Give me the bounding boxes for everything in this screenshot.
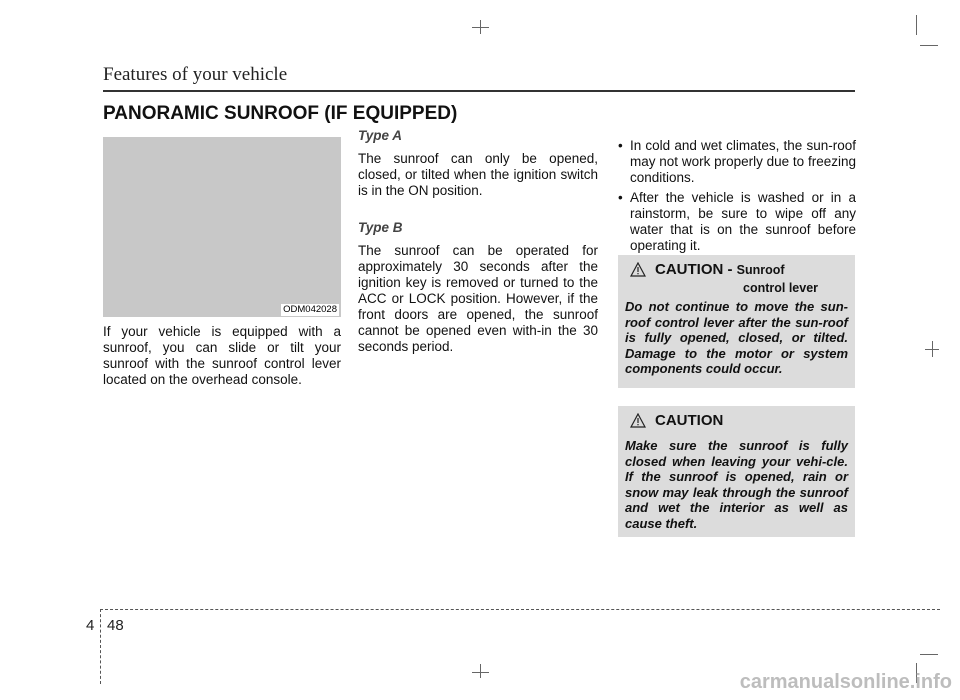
bullet-text: In cold and wet climates, the sun-roof may not work properly due to freezing conditions. — [630, 138, 856, 185]
sunroof-figure — [103, 137, 341, 317]
type-a-text: The sunroof can only be opened, closed, or tilted when the ignition switch is in the ON position. — [358, 151, 598, 198]
intro-paragraph: If your vehicle is equipped with a sunroof, you can slide or tilt your sunroof with the sunroof control lever located on the overhead console. — [103, 324, 341, 387]
figure-code: ODM042028 — [283, 304, 337, 315]
page-header-title: Features of your vehicle — [103, 64, 288, 85]
crop-mark-top-right-v — [916, 15, 917, 35]
caution-body: Make sure the sunroof is fully closed when leaving your vehi-cle. If the sunroof is opened, rain or snow may leak through the sunroof and wet the interior as well as cause theft. — [625, 438, 848, 531]
bullet-text: After the vehicle is washed or in a rainstorm, be sure to wipe off any water that is on the sunroof before operating it. — [630, 190, 856, 253]
caution-header — [625, 412, 848, 432]
type-a-heading: Type A — [358, 128, 403, 143]
section-title: PANORAMIC SUNROOF (IF EQUIPPED) — [103, 103, 458, 124]
caution-title: CAUTION — [655, 412, 724, 429]
notes-list — [618, 138, 856, 258]
page-number: 48 — [107, 617, 124, 634]
warning-triangle-icon — [630, 413, 646, 428]
page-section-number: 4 — [86, 617, 95, 634]
watermark: carmanualsonline.info — [739, 671, 952, 693]
type-b-heading: Type B — [358, 220, 403, 235]
crop-mark-bottom-v — [480, 664, 481, 678]
caution-title: CAUTION - Sunroof — [655, 261, 785, 278]
crop-mark-top-arm — [472, 27, 489, 28]
footer-vertical-rule — [100, 609, 101, 684]
type-b-block — [358, 220, 598, 355]
footer-rule — [100, 609, 940, 610]
type-a-block — [358, 128, 598, 199]
caution-box-control-lever — [618, 255, 855, 388]
crop-mark-top-right-h — [920, 45, 938, 46]
caution-subtitle-line2: control lever — [743, 281, 819, 295]
crop-mark-right-v — [932, 341, 933, 357]
crop-mark-bottom-h — [472, 672, 489, 673]
type-b-text: The sunroof can be operated for approximately 30 seconds after the ignition key is removed or turned to the ACC or LOCK position. However, if the front doors are opened, the sunroof cannot be opened even with-in the 30 seconds period. — [358, 243, 598, 354]
list-item: • After the vehicle is washed or in a rainstorm, be sure to wipe off any water that is on the sunroof before operating it. — [618, 190, 856, 253]
list-item: • In cold and wet climates, the sun-roof may not work properly due to freezing conditions. — [618, 138, 856, 185]
warning-triangle-icon — [630, 262, 646, 277]
caution-subtitle: Sunroof — [736, 263, 785, 277]
caution-body: Do not continue to move the sun-roof control lever after the sun-roof is fully opened, closed, or tilted. Damage to the motor or system components could occur. — [625, 299, 848, 376]
crop-mark-bottom-right-h — [920, 654, 938, 655]
caution-box-closing — [618, 406, 855, 537]
caution-header — [625, 261, 848, 281]
header-rule — [103, 90, 855, 92]
